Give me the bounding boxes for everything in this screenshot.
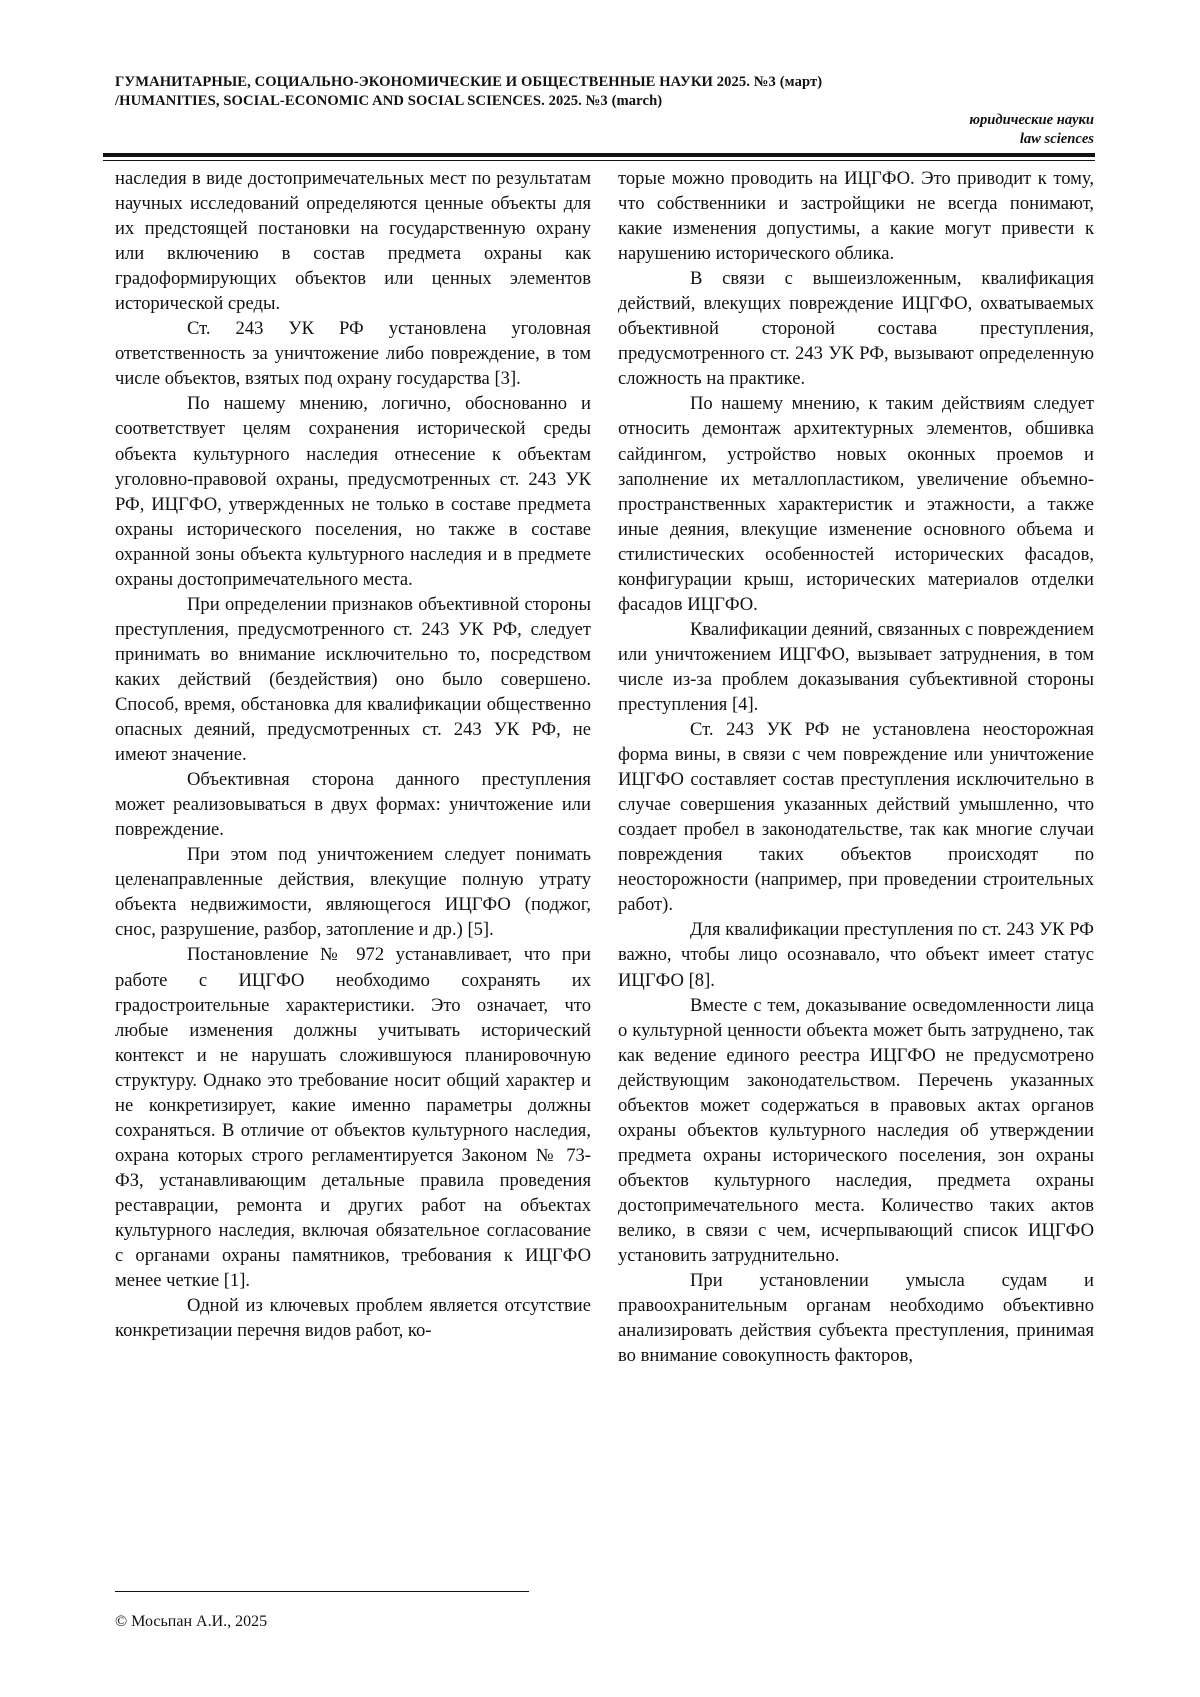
paragraph: При установлении умысла судам и правоохранительным органам необходимо объективно анализировать действия субъекта преступления, принимая во внимание совокупность факторов, xyxy=(618,1270,1094,1367)
header-rule-thick xyxy=(103,153,1095,157)
left-column xyxy=(115,166,591,1343)
right-column xyxy=(618,166,1094,1368)
footnote-rule xyxy=(115,1591,529,1592)
journal-title-en: /HUMANITIES, SOCIAL-ECONOMIC AND SOCIAL SCIENCES. 2025. №3 (march) xyxy=(115,93,663,109)
header-rule-thin xyxy=(103,160,1095,161)
paragraph: При этом под уничтожением следует понимать целенаправленные действия, влекущие полную утрату объекта недвижимости, являющегося ИЦГФО (поджог, снос, разрушение, разбор, затопление и др.) [5]. xyxy=(115,844,591,941)
paragraph: При определении признаков объективной стороны преступления, предусмотренного ст. 243 УК РФ, следует принимать во внимание исключительно то, посредством каких действий (бездействия) оно было совершено. Способ, время, обстановка для квалификации общественно опасных деяний, предусмотренных ст. 243 УК РФ, не имеют значение. xyxy=(115,593,591,766)
paragraph: Ст. 243 УК РФ установлена уголовная ответственность за уничтожение либо повреждение, в том числе объектов, взятых под охрану государства [3]. xyxy=(115,318,591,390)
paragraph: Одной из ключевых проблем является отсутствие конкретизации перечня видов работ, ко- xyxy=(115,1295,591,1342)
paragraph: Вместе с тем, доказывание осведомленности лица о культурной ценности объекта может быть затруднено, так как ведение единого реестра ИЦГФО не предусмотрено действующим законодательством. Перечень указанных объектов может содержаться в правовых актах органов охраны объектов культурного наследия об утверждении предмета охраны исторического поселения, зон охраны объектов культурного наследия, предмета охраны достопримечательного места. Количество таких актов велико, в связи с чем, исчерпывающий список ИЦГФО установить затруднительно. xyxy=(618,994,1094,1267)
section-label-ru: юридические науки xyxy=(969,112,1094,128)
paragraph: Ст. 243 УК РФ не установлена неосторожная форма вины, в связи с чем повреждение или уничтожение ИЦГФО составляет состав преступления исключительно в случае совершения указанных действий умышленно, что создает пробел в законодательстве, так как многие случаи повреждения таких объектов происходят по неосторожности (например, при проведении строительных работ). xyxy=(618,719,1094,916)
paragraph: Для квалификации преступления по ст. 243 УК РФ важно, чтобы лицо осознавало, что объект имеет статус ИЦГФО [8]. xyxy=(618,919,1094,991)
paragraph: Постановление № 972 устанавливает, что при работе с ИЦГФО необходимо сохранять их градостроительные характеристики. Это означает, что любые изменения должны учитывать исторический контекст и не нарушать сложившуюся планировочную структуру. Однако это требование носит общий характер и не конкретизирует, какие именно параметры должны сохраняться. В отличие от объектов культурного наследия, охрана которых строго регламентируется Законом № 73-ФЗ, устанавливающим детальные правила проведения реставрации, ремонта и других работ на объектах культурного наследия, включая обязательное согласование с органами охраны памятников, требования к ИЦГФО менее четкие [1]. xyxy=(115,944,591,1292)
section-label-en: law sciences xyxy=(1019,131,1094,147)
section-label xyxy=(969,111,1094,149)
paragraph: наследия в виде достопримечательных мест по результатам научных исследований определяются ценные объекты для их предстоящей постановки на государственную охрану или включению в состав предмета охраны как градоформирующих объектов или ценных элементов исторической среды. xyxy=(115,168,591,315)
paragraph: По нашему мнению, логично, обоснованно и соответствует целям сохранения исторической среды объекта культурного наследия отнесение к объектам уголовно-правовой охраны, предусмотренных ст. 243 УК РФ, ИЦГФО, утвержденных не только в составе предмета охраны исторического поселения, но также в составе охранной зоны объекта культурного наследия и в предмете охраны достопримечательного места. xyxy=(115,393,591,590)
paragraph: торые можно проводить на ИЦГФО. Это приводит к тому, что собственники и застройщики не всегда понимают, какие изменения допустимы, а какие могут привести к нарушению исторического облика. xyxy=(618,168,1094,265)
paragraph: Объективная сторона данного преступления может реализовываться в двух формах: уничтожение или повреждение. xyxy=(115,769,591,841)
paragraph: Квалификации деяний, связанных с повреждением или уничтожением ИЦГФО, вызывает затруднения, в том числе из-за проблем доказывания субъективной стороны преступления [4]. xyxy=(618,618,1094,715)
journal-header xyxy=(115,73,1095,111)
paragraph: По нашему мнению, к таким действиям следует относить демонтаж архитектурных элементов, обшивка сайдингом, устройство новых оконных проемов и заполнение их металлопластиком, увеличение объемно-пространственных характеристик и этажности, а также иные деяния, влекущие изменение основного объема и стилистических особенностей исторических фасадов, конфигурации крыш, исторических материалов отделки фасадов ИЦГФО. xyxy=(618,393,1094,615)
paragraph: В связи с вышеизложенным, квалификация действий, влекущих повреждение ИЦГФО, охватываемых объективной стороной состава преступления, предусмотренного ст. 243 УК РФ, вызывают определенную сложность на практике. xyxy=(618,268,1094,390)
journal-title-ru: ГУМАНИТАРНЫЕ, СОЦИАЛЬНО-ЭКОНОМИЧЕСКИЕ И ОБЩЕСТВЕННЫЕ НАУКИ 2025. №3 (март) xyxy=(115,74,823,90)
copyright-notice: © Мосьпан А.И., 2025 xyxy=(115,1613,268,1630)
